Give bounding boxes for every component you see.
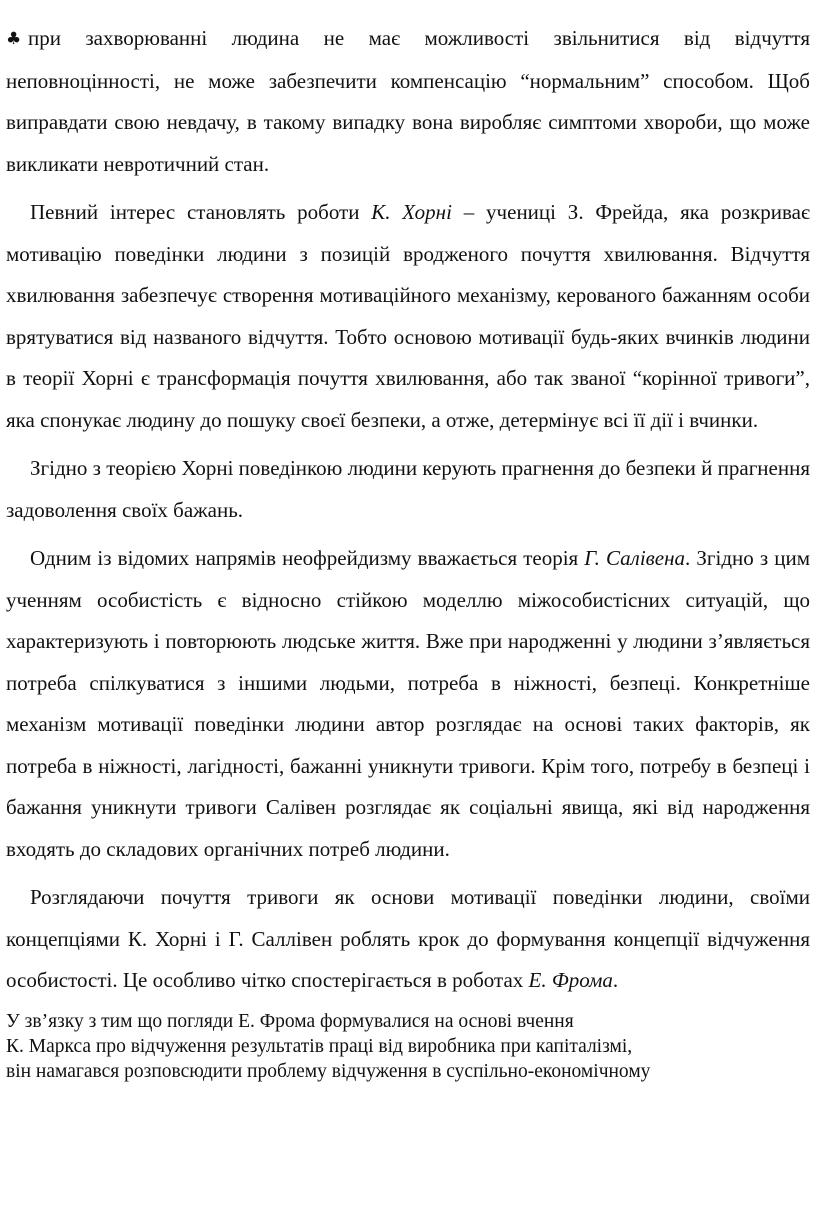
paragraph-horney-theory-text: Згідно з теорією Хорні поведінкою людини керують прагнення до безпеки й прагнення задоволення своїх бажань. [6,456,810,522]
paragraph-neurosis-text: при захворюванні людина не має можливості звільнитися від відчуття неповноцінності, не може забезпечити компенсацію “нормальним” способом. Щоб виправдати свою невдачу, в такому випадку вона виробляє симптоми хвороби, що може викликати невротичний стан. [6,26,810,176]
paragraph-horney-intro: Певний інтерес становлять роботи [30,200,372,224]
paragraph-fromm [6,877,810,1002]
paragraph-sullivan-intro: Одним із відомих напрямів неофрейдизму вважається теорія [30,546,585,570]
paragraph-fromm-end: . [612,968,619,992]
paragraph-fromm-intro: Розглядаючи почуття тривоги як основи мотивації поведінки людини, своїми концепціями К. Хорні і Г. Саллівен роблять крок до формування концепції відчуження особистості. Це особливо чітко спостерігається в роботах [6,885,810,992]
club-icon: ♣ [6,29,22,49]
paragraph-horney-theory [6,448,810,531]
paragraph-marx-line-3: він намагався розповсюдити проблему відчуження в суспільно-економічному [6,1060,651,1082]
paragraph-marx-line-2: К. Маркса про відчуження результатів праці від виробника при капіталізмі, [6,1035,633,1057]
author-horney: К. Хорні [371,200,452,224]
paragraph-sullivan [6,538,810,870]
paragraph-marx-line-1: У зв’язку з тим що погляди Е. Фрома формувалися на основі вчення [6,1010,574,1032]
paragraph-marx [6,1009,810,1084]
author-fromm: Е. Фрома [528,968,613,992]
paragraph-sullivan-text: . Згідно з цим ученням особистість є відносно стійкою моделлю міжособистісних ситуацій, що характеризують і повторюють людське життя. Вже при народженні у людини з’являється потреба спілкуватися з іншими людьми, потреба в ніжності, безпеці. Конкретніше механізм мотивації поведінки людини автор розглядає на основі таких факторів, як потреба в ніжності, лагідності, бажанні уникнути тривоги. Крім того, потребу в безпеці і бажання уникнути тривоги Салівен розглядає як соціальні явища, які від народження входять до складових органічних потреб людини. [6,546,810,861]
paragraph-horney-text: – учениці З. Фрейда, яка розкриває мотивацію поведінки людини з позицій вродженого почуття хвилювання. Відчуття хвилювання забезпечує створення мотиваційного механізму, керованого бажанням особи врятуватися від названого відчуття. Тобто основою мотивації будь-яких вчинків людини в теорії Хорні є трансформація почуття хвилювання, або так званої “корінної тривоги”, яка спонукає людину до пошуку своєї безпеки, а отже, детермінує всі її дії і вчинки. [6,200,810,432]
paragraph-neurosis [6,18,810,185]
author-sullivan: Г. Салівена [584,546,686,570]
paragraph-horney [6,192,810,441]
